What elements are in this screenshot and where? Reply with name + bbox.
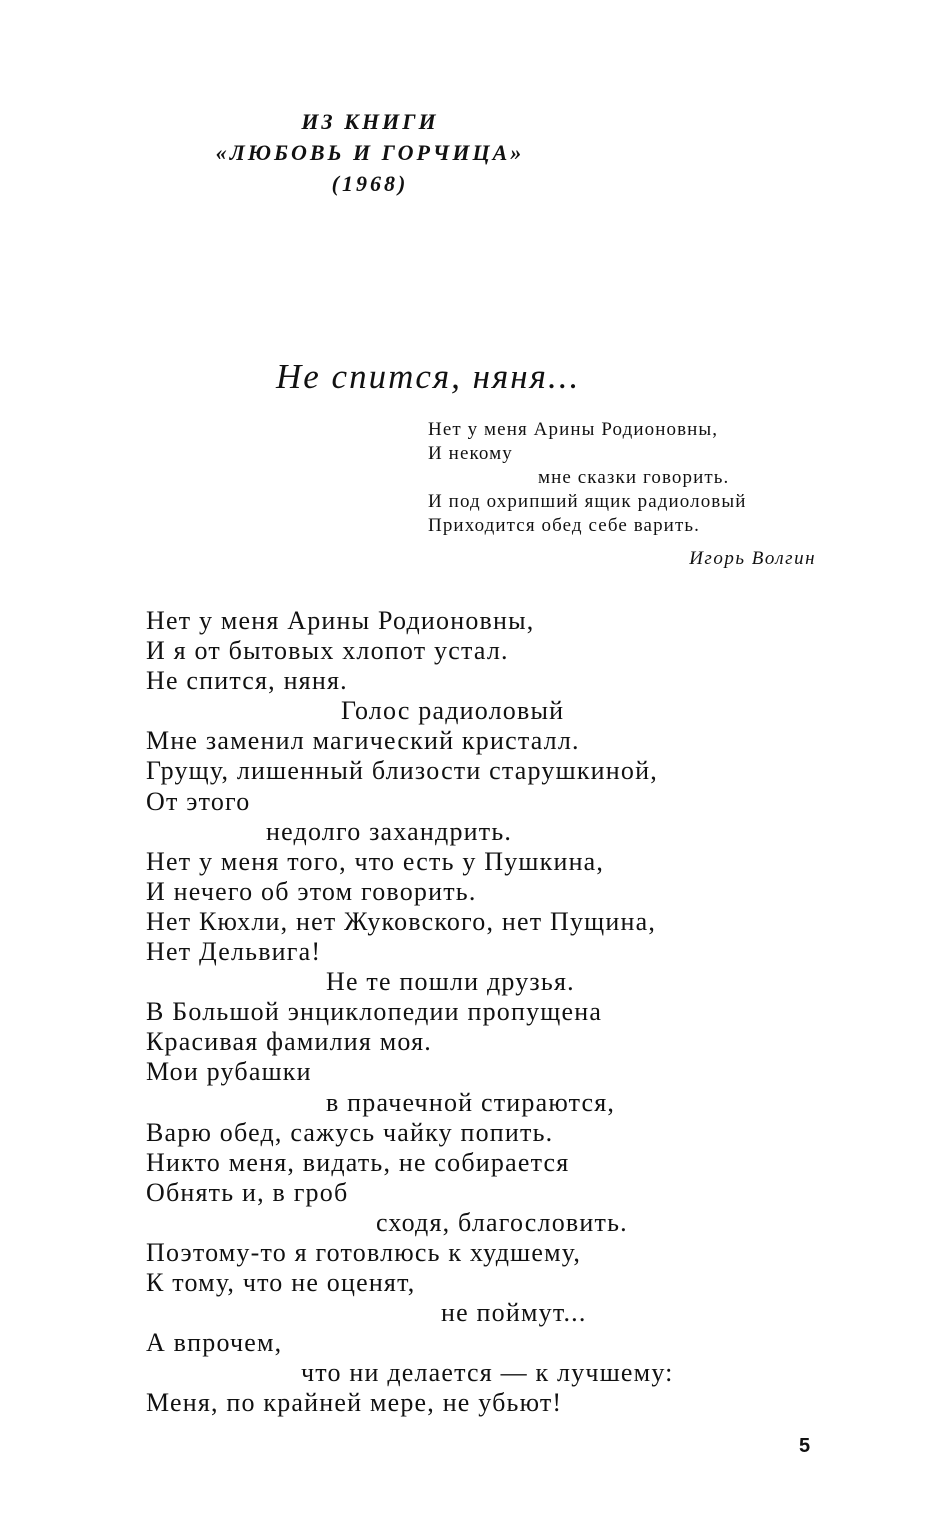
poem-title: Не спится, няня... — [276, 357, 581, 396]
poem-line: В Большой энциклопедии пропущена — [146, 997, 603, 1027]
section-heading — [190, 106, 550, 199]
poem-line: Меня, по крайней мере, не убьют! — [146, 1388, 563, 1418]
poem-line: Не спится, няня. — [146, 666, 348, 696]
epigraph-author: Игорь Волгин — [689, 548, 816, 569]
poem-line: От этого — [146, 786, 251, 816]
poem-body — [146, 606, 674, 1419]
poem-line: Поэтому-то я готовлюсь к худшему, — [146, 1237, 582, 1267]
poem-line: Мне заменил магический кристалл. — [146, 726, 580, 756]
poem-line: И я от бытовых хлопот устал. — [146, 636, 509, 666]
poem-line: недолго захандрить. — [266, 816, 513, 846]
epigraph-line: И под охрипший ящик радиоловый — [428, 491, 747, 512]
epigraph-line: И некому — [428, 443, 513, 464]
poem-line: Красивая фамилия моя. — [146, 1027, 432, 1057]
poem-line: Обнять и, в гроб — [146, 1177, 349, 1207]
poem-line: А впрочем, — [146, 1328, 283, 1358]
poem-line: Никто меня, видать, не собирается — [146, 1147, 570, 1177]
heading-year: (1968) — [331, 171, 409, 196]
poem-line: И нечего об этом говорить. — [146, 876, 477, 906]
poem-line: К тому, что не оценят, — [146, 1268, 416, 1298]
poem-line: Нет у меня того, что есть у Пушкина, — [146, 846, 605, 876]
heading-book-title: «ЛЮБОВЬ И ГОРЧИЦА» — [215, 140, 525, 165]
poem-line: Варю обед, сажусь чайку попить. — [146, 1117, 554, 1147]
poem-line: Нет Дельвига! — [146, 937, 322, 967]
poem-line: Грущу, лишенный близости старушкиной, — [146, 756, 658, 786]
epigraph-line: мне сказки говорить. — [538, 467, 730, 488]
page-number: 5 — [799, 1435, 811, 1457]
heading-line: ИЗ КНИГИ — [301, 109, 439, 134]
poem-line: Нет Кюхли, нет Жуковского, нет Пущина, — [146, 906, 657, 936]
epigraph-line: Нет у меня Арины Родионовны, — [428, 419, 719, 440]
poem-line: Мои рубашки — [146, 1057, 312, 1087]
poem-line: не поймут... — [441, 1298, 587, 1328]
poem-line: в прачечной стираются, — [326, 1087, 616, 1117]
epigraph — [428, 418, 818, 571]
poem-line: Нет у меня Арины Родионовны, — [146, 606, 535, 635]
poem-line: что ни делается — к лучшему: — [301, 1358, 674, 1388]
epigraph-line: Приходится обед себе варить. — [428, 515, 700, 536]
poem-line: Голос радиоловый — [341, 696, 565, 726]
poem-line: сходя, благословить. — [376, 1207, 628, 1237]
poem-line: Не те пошли друзья. — [326, 967, 575, 997]
